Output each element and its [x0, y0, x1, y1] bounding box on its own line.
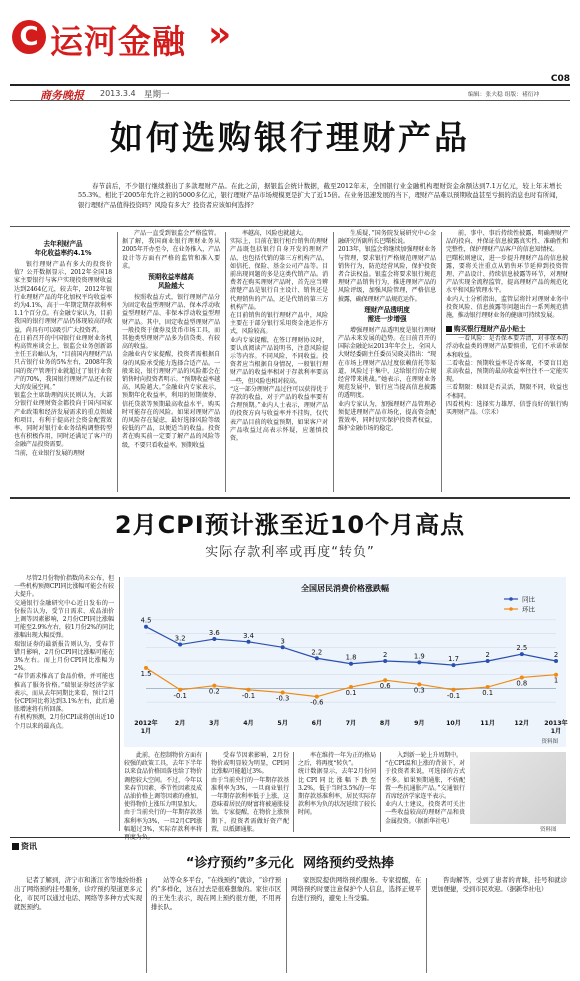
data-label: 2 — [383, 651, 388, 659]
lead-column-5-text: 前，事中、事后持续性披露，明确理财产品的投向、并保证信息披露真实性、准确性和完整性，保护理财产品客户的信息知情权。 巴曙松则建议，进一步提升理财产品的信息披露，要将关注重点从销售环节延伸到投资管理、产品设计、持续信息披露等环节，对理财产品实现全流程监管，提高理财产品的规范化水平和风险管理水平。 业内人士分析指出，监管层将针对理财业务中投资风险、信息披露等问题出台一系列规范措施，推动银行理财业务的健康可持续发展。 — [446, 230, 568, 320]
data-label: 0.6 — [379, 682, 391, 691]
lead-intro: 春节前后，不少银行继续推出了多款理财产品。在此之前，据银监会统计数据，截至2012年末，全国银行业金融机构理财资金余额达到7.1万亿元，较上年末增长55.3%。相比于2005年允许之初的5000多亿元，银行理财产品市场规模更是扩大了近15倍。在业务迅速发展的当下，理财产品难以预期收益甚至亏损的消息也时有所闻，银行理财产品值得投资吗？风险有多大？投资者应该如何选择？ — [78, 182, 562, 209]
cpi-column-3-text: 受春节因素影响，2月份物价或明显较为明显，CPI同比涨幅可能超过3%。 由于当前央行的一年期存款基准利率为3%，一旦商业银行一年期存款利率低于上涨，这意味着居民的财富将被通胀侵蚀。专家提醒，在物价上涨预期下，投资者需做好资产配置，以抵御通胀。 — [211, 752, 289, 833]
page-code: C08 — [550, 74, 570, 84]
lead-column-5 — [446, 230, 568, 492]
cpi-column-4 — [298, 752, 376, 832]
info-column-4-text: 咨询解答，受到了患者的青睐，挂号和就诊更加便捷，受到市民欢迎。（据新华社电） — [431, 876, 567, 893]
x-tick-label: 2013年 — [544, 720, 568, 727]
x-tick-label: 2月 — [174, 720, 186, 727]
lead-column-2 — [122, 230, 220, 492]
cpi-column-3 — [211, 752, 289, 832]
info-column-3 — [291, 876, 421, 974]
data-label: 2.2 — [311, 648, 323, 657]
lead-subhead-1: 去年利财产品 年化收益率约4.1% — [34, 240, 92, 257]
section-arrows: » — [208, 14, 232, 55]
data-point — [486, 659, 490, 663]
cpi-column-2-text: 此前，在控制物价方面有较强的政策工具，去年下半年以来食品价格回落也给了物价调控较大空间。不过，今年以来春节因素、季节性因素及成品油价格上调等因素的叠加，使得物价上涨压力明显加大。 由于当前央行的一年期存款基准利率为3%，一旦2月CPI涨幅超过3%，实际存款利率将 — [124, 752, 202, 833]
x-tick-label: 2012年 — [134, 720, 158, 727]
info-column-1 — [14, 876, 142, 974]
section-title: 运河金融 — [50, 22, 186, 61]
cpi-headline: 2月CPI预计涨至近10个月高点 — [114, 511, 466, 539]
data-label: 1.7 — [448, 655, 459, 664]
data-label: 4.5 — [140, 616, 152, 625]
data-label: 1.8 — [345, 653, 357, 662]
legend-marker — [509, 597, 513, 601]
column-divider — [293, 752, 294, 832]
x-tick-label: 6月 — [311, 720, 323, 727]
newspaper-name: 商务晚报 — [40, 89, 84, 102]
column-divider — [117, 232, 118, 492]
cpi-column-2 — [124, 752, 202, 832]
lead-column-1-text: 银行理财产品有多大的投资价值？公开数据显示，2012年全国18家主要银行与客户实现投资理财收益达到2464亿元，较去年，2012年银行业理财产品的年化加权平均收益率约为4.1%，高于一年期定期存款利率1.1个百分点。有金融专家认为，目前我国的银行理财产品仍体现较高的收益，尚具有可以吸引广大投资者。 在日前召开的中国银行业理财业务机构高管座谈会上，银监会业务创新部主任王岩岫认为，“目前国内理财产品只占银行业务的5%左右，2008年我国的资产管理行业就超过了银行业资产的70%，我国银行理财产品还有较大的发展空间。” 银监会主席助理阎庆民则认为，大部分银行业理财资金都投向于国内国家产业政策和经济发展需求的重点领域和项目，有利于提高社会资金配置效率，同时对银行业业务结构调整转型也有积极作用，同时还满足了客户的金融产品投资需要。 当前，在业银行发展的理财 — [14, 261, 112, 457]
legend-label: 环比 — [522, 605, 535, 614]
data-point — [554, 659, 558, 663]
data-label: -0.6 — [310, 698, 324, 707]
cpi-photo-placeholder — [470, 752, 566, 824]
data-label: -0.1 — [241, 691, 256, 700]
lead-headline: 如何选购银行理财产品 — [110, 118, 470, 157]
column-divider — [380, 752, 381, 832]
cpi-line-chart — [124, 577, 566, 747]
info-headline: “诊疗预约”多元化 网络预约受热捧 — [185, 856, 395, 871]
lead-column-4 — [338, 230, 436, 492]
data-point — [212, 637, 216, 641]
data-point — [281, 645, 285, 649]
column-divider — [333, 232, 334, 492]
info-column-2-text: 站等众多平台，“在线预约”就诊，“诊疗预约”多样化，这在过去是很难想象的。家住市区的王先生表示，现在网上预约很方便，不用再排长队。 — [151, 876, 281, 911]
data-label: 3.6 — [208, 629, 220, 638]
data-label: 1.9 — [413, 652, 425, 661]
info-tag-text: 资讯 — [21, 842, 37, 851]
data-label: 0.1 — [482, 689, 494, 698]
x-tick-label: 1月 — [550, 728, 562, 735]
x-tick-label: 8月 — [379, 720, 391, 727]
x-tick-label: 5月 — [277, 720, 288, 727]
data-label: 0.2 — [208, 687, 220, 696]
data-point — [247, 640, 251, 644]
tip-icon — [446, 326, 452, 332]
column-divider — [206, 752, 207, 832]
info-column-3-text: 家医院提供网络预约服务。专家提醒，在网络预约时要注意保护个人信息，选择正规平台进行预约，避免上当受骗。 — [291, 876, 421, 902]
data-point — [520, 652, 524, 656]
tip-title — [446, 324, 568, 335]
column-divider — [225, 232, 226, 492]
lead-intro-rule — [10, 226, 570, 227]
section-logo — [12, 14, 282, 64]
cpi-photo-credit: 资料图 — [540, 827, 557, 833]
lead-column-3-text: 率越高，风险也就越大。 实际上，目前在银行柜台销售的理财产品既包括银行自身开发的理财产品，也包括代销的第三方机构产品，如信托、保险、基金公司产品等。目前出现问题的多是这类代销产品。消费者在购买理财产品时，首先应当辨清楚产品是银行自主设计、销售还是代理销售的产品，还是代销的第三方机构产品。 在目前销售的银行理财产品中，风险主要在于部分银行采用资金池运作方式，风险较高。 业内专家提醒，在签订理财协议时，要认真阅读产品说明书，注意风险提示等内容。不同风险，不同收益。投资者应当根据自身情况，一般银行理财产品的收益率相对于存款利率要高一些，但风险也相对较高。 “这一部分理财产品过往可以获得优于存款的收益，对于产品的收益率要有合理预期。”业内人士表示，理财产品的投资方向与收益率并不挂钩，仅代表产品目前的收益预期，如果客户对产品收益过高表示怀疑，应谨慎投资。 — [230, 230, 328, 443]
data-point — [452, 663, 456, 667]
issue-weekday: 星期一 — [144, 90, 170, 100]
data-point — [383, 659, 387, 663]
data-label: -0.1 — [446, 691, 461, 700]
lead-column-2-text: 产品一直受到银监会严格监管。据了解，我国商业银行理财业务从2005年开办至今，在业务推入，产品设计等方面有严格的监管和准入要求。 — [122, 230, 220, 270]
data-label: -0.1 — [173, 691, 187, 700]
x-tick-label: 12月 — [514, 720, 530, 727]
data-point — [144, 625, 148, 629]
column-divider — [426, 878, 427, 973]
data-label: 2.5 — [516, 644, 528, 653]
cpi-chart — [124, 577, 566, 747]
cpi-column-1 — [14, 575, 114, 833]
section-rule — [10, 497, 570, 499]
lead-subhead-4: 理财产品透明度 需进一步增强 — [364, 305, 410, 323]
data-label: 3.2 — [174, 634, 186, 643]
legend-label: 同比 — [522, 595, 535, 604]
data-label: 0.1 — [345, 689, 357, 698]
info-tag-icon — [12, 843, 19, 850]
lead-column-1 — [14, 230, 112, 492]
info-column-1-text: 记者了解到，济宁市和浙江省等地纷纷推出了网络预约挂号服务，诊疗预约渠道更多元化，市民可以通过电话、网络等多种方式实现就医预约。 — [14, 876, 142, 911]
editor-line: 编辑：张夫稳 组版：褚衍冲 — [468, 92, 540, 98]
cpi-column-4-text: 率在维持一年为正的格局之后，将再度“转负”。 统计数据显示，去年2月份同比CPI同比涨幅下跌至3.2%，低于当时3.5%的一年期存款基准利率，居民实际存款利率为负的状况延续了较长时间。 — [298, 752, 376, 817]
data-point — [349, 662, 353, 666]
lead-column-4b-text: 增强理财产品透明度是银行理财产品未来发展的趋势。在日前召开的国际金融论坛2013年年会上，全国人大财经委副主任委员吴晓灵指出：“现在市场上理财产品过度依赖信托等渠道，风险过于集中，这给银行的合规经营带来挑战。”她表示，在理财业务规范发展中，银行应当提高信息披露的透明度。 业内专家认为，加强理财产品管理必须促进理财产品市场化，提高资金配置效率，同时切实保护投资者权益，维护金融市场的稳定。 — [338, 326, 436, 433]
section-letter-badge: C — [12, 20, 46, 54]
lead-subhead-2: 预期收益率越高 风险越大 — [148, 273, 194, 291]
x-tick-label: 10月 — [446, 720, 461, 727]
tip-box — [446, 324, 568, 417]
lead-column-3 — [230, 230, 328, 492]
cpi-column-5-text: 入到新一轮上升周期中。 “在CPI温和上涨的背景下，对于投资者来说，可选择的方式不多。如果预期通胀，不妨配置一些抗通胀产品。”交通银行首席经济学家连平表示。 业内人士建议，投资者可关注一些收益较高的理财产品和贵金属投资。（据新华社电） — [385, 752, 465, 825]
data-label: 0.8 — [516, 679, 528, 688]
x-tick-label: 4月 — [243, 720, 254, 727]
lead-column-4-text: 生质疑，”国务院发展研究中心金融研究所副所长巴曙松说。 2013年，银监会将继续加强理财业务与管理，要求银行严格规范理财产品销售行为，防范经营风险，保护投资者合法权益。银监会将要求银行规范理财产品销售行为，推进理财产品的风险评级，加强风险管理，严格信息披露，确保理财产品规范运作。 — [338, 230, 436, 303]
cpi-column-1-text: 尽管2月份物价指数尚未公布，但一些机构预测CPI同比涨幅可能会有较大提升。 交通银行金融研究中心近日发布的一份报告认为，受节日需求、成品油价上调等因素影响，2月份CPI同比涨幅可能至2.9%左右，较1月份2%的同比涨幅出现大幅反弹。 瑞银证券的最新报告则认为，受春节错月影响，2月份CPI同比涨幅可能在3%左右。而上月份CPI同比涨幅为2%。 “春节需求推高了食品价格，并可能也推高了服务价格。”瑞银证券经济学家表示，而从去年同期比来看，预计2月份CPI同比将达到3.1%左右，此后通胀增速将有所回落。 有机构预测，2月份CPI或将创出近10个月以来的最高点。 — [14, 575, 114, 730]
column-divider — [441, 232, 442, 492]
x-tick-label: 1月 — [140, 728, 152, 735]
tip-title-text: 购买银行理财产品小贴士 — [454, 325, 526, 334]
data-label: 2 — [485, 651, 490, 659]
masthead-rule-2 — [10, 100, 570, 101]
info-column-4 — [431, 876, 567, 974]
lead-column-2b-text: 按照收益方式，银行理财产品分为固定收益型理财产品、保本浮动收益型理财产品、非保本浮动收益型理财产品。其中，固定收益型理财产品一般投资于债券及货币市场工具，而其他类型理财产品多为信贷类、有较高的收益。 金融业内专家提醒，投资者需根据自身的风险承受能力选择合适产品。一般来说，银行理财产品的风险都会在销售时向投资者明示。“预期收益率越高，风险越大。”金融业内专家表示，预期年化收益率，利用的短期债券、信托贷款等预期最高收益水平，购买时可能存在的风险。如果对理财产品的风险存在疑虑，最好选择风险等级较低的产品，以便适当的收益。投资者在购买前一定要了解产品的风险等级，不要只看收益率。预期收益 — [122, 294, 220, 449]
x-tick-label: 11月 — [480, 720, 496, 727]
column-divider — [146, 878, 147, 973]
data-point — [417, 660, 421, 664]
tip-body: 一看风险：是否保本要弄清，对非保本的浮动收益类的理财产品要慎重，它们不承诺保本和收益。 二看收益：预期收益率是否客观，不要盲目追求高收益，预期的最高收益率往往不一定能实现。 三看期限：赎回是否灵活，期限不同，收益也不相同。 四看机构：选择实力雄厚、信誉良好的银行购买理财产品。（宗禾） — [446, 335, 568, 417]
data-label: 3.4 — [243, 631, 254, 640]
x-tick-label: 3月 — [209, 720, 220, 727]
cpi-column-5 — [385, 752, 465, 832]
data-label: 3 — [280, 637, 285, 646]
data-label: 1 — [553, 676, 559, 685]
masthead-rule — [10, 84, 570, 86]
chart-source: 资料图 — [541, 739, 558, 745]
data-label: 0.3 — [413, 686, 425, 695]
data-label: 2 — [553, 651, 559, 659]
legend-marker — [509, 607, 513, 611]
cpi-subheadline: 实际存款利率或再度“转负” — [205, 545, 375, 560]
data-point — [315, 656, 319, 660]
info-tag — [12, 841, 37, 852]
x-tick-label: 9月 — [414, 720, 425, 727]
column-divider — [286, 878, 287, 973]
column-divider — [119, 577, 120, 831]
data-label: -0.3 — [276, 694, 290, 703]
chart-title: 全国居民消费价格涨跌幅 — [301, 584, 389, 593]
data-label: 1.5 — [140, 669, 152, 678]
info-column-2 — [151, 876, 281, 974]
section-rule — [10, 837, 570, 838]
x-tick-label: 7月 — [345, 720, 357, 727]
issue-date: 2013.3.4 — [100, 89, 136, 98]
data-point — [178, 643, 182, 647]
